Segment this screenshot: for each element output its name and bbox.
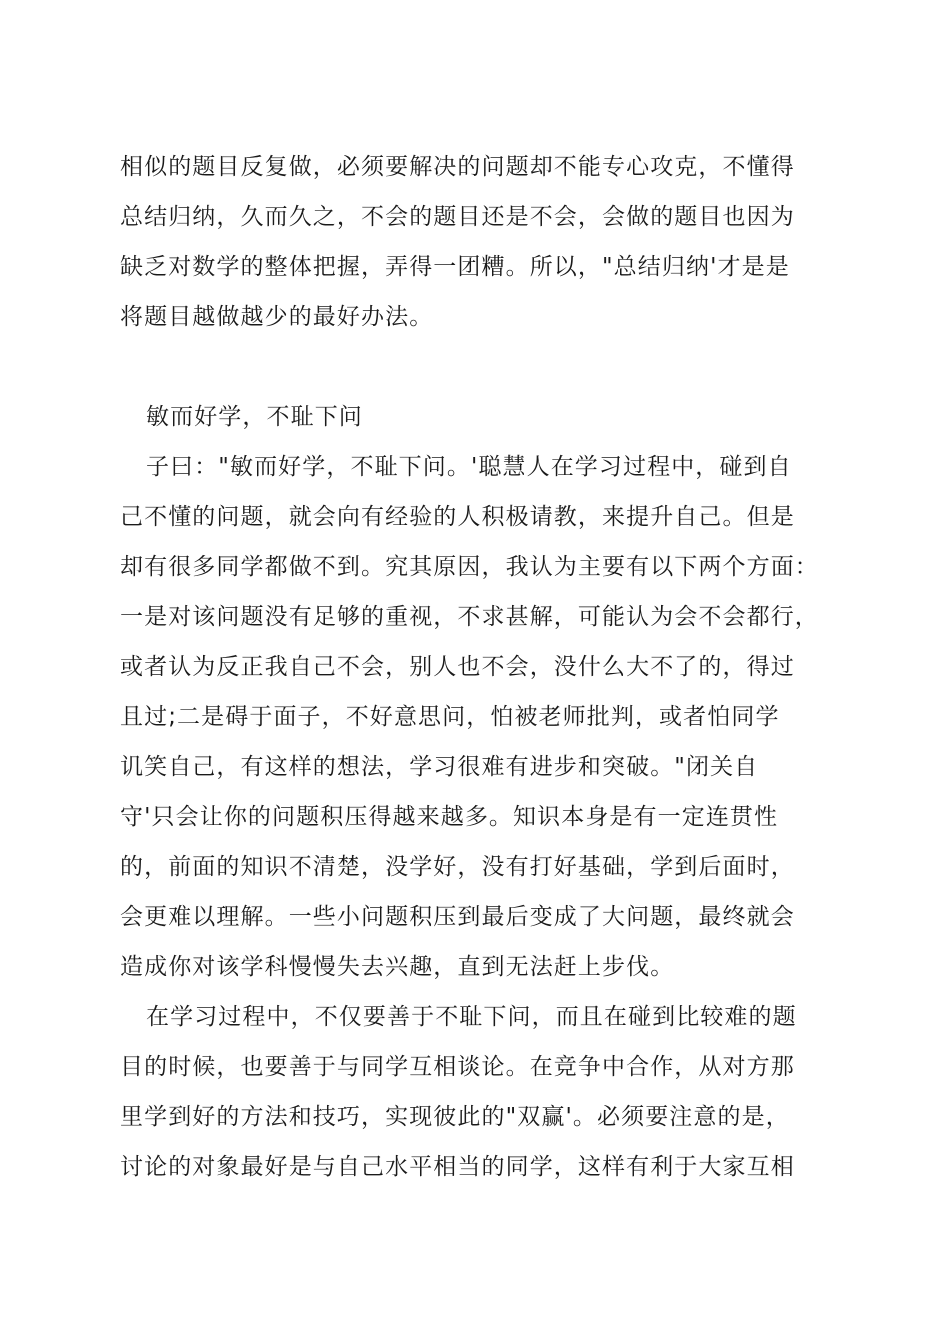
text-line: 目的时候，也要善于与同学互相谈论。在竞争中合作，从对方那 — [120, 1054, 795, 1080]
text-line: 却有很多同学都做不到。究其原因，我认为主要有以下两个方面： — [120, 554, 819, 580]
text-line: 缺乏对数学的整体把握，弄得一团糟。所以，"总结归纳'才是是 — [120, 254, 790, 280]
text-line: 讥笑自己，有这样的想法，学习很难有进步和突破。"闭关自 — [120, 754, 759, 780]
text-line: 讨论的对象最好是与自己水平相当的同学，这样有利于大家互相 — [120, 1154, 795, 1180]
text-line: 守'只会让你的问题积压得越来越多。知识本身是有一定连贯性 — [120, 804, 779, 830]
text-line: 总结归纳，久而久之，不会的题目还是不会，会做的题目也因为 — [120, 204, 795, 230]
text-line: 会更难以理解。一些小问题积压到最后变成了大问题，最终就会 — [120, 904, 795, 930]
text-line: 相似的题目反复做，必须要解决的问题却不能专心攻克，不懂得 — [120, 154, 795, 180]
text-line: 一是对该问题没有足够的重视，不求甚解，可能认为会不会都行， — [120, 604, 819, 630]
text-line: 的，前面的知识不清楚，没学好，没有打好基础，学到后面时， — [120, 854, 795, 880]
text-line: 己不懂的问题，就会向有经验的人积极请教，来提升自己。但是 — [120, 504, 795, 530]
text-line: 里学到好的方法和技巧，实现彼此的"双赢'。必须要注意的是， — [120, 1104, 790, 1130]
text-line: 将题目越做越少的最好办法。 — [120, 304, 434, 330]
text-line: 或者认为反正我自己不会，别人也不会，没什么大不了的，得过 — [120, 654, 795, 680]
section-heading: 敏而好学，不耻下问 — [146, 404, 363, 430]
text-line: 子曰："敏而好学，不耻下问。'聪慧人在学习过程中，碰到自 — [146, 454, 792, 480]
text-line: 造成你对该学科慢慢失去兴趣，直到无法赶上步伐。 — [120, 954, 675, 980]
text-line: 在学习过程中，不仅要善于不耻下问，而且在碰到比较难的题 — [146, 1004, 797, 1030]
text-line: 且过;二是碍于面子，不好意思问，怕被老师批判，或者怕同学 — [120, 704, 780, 730]
